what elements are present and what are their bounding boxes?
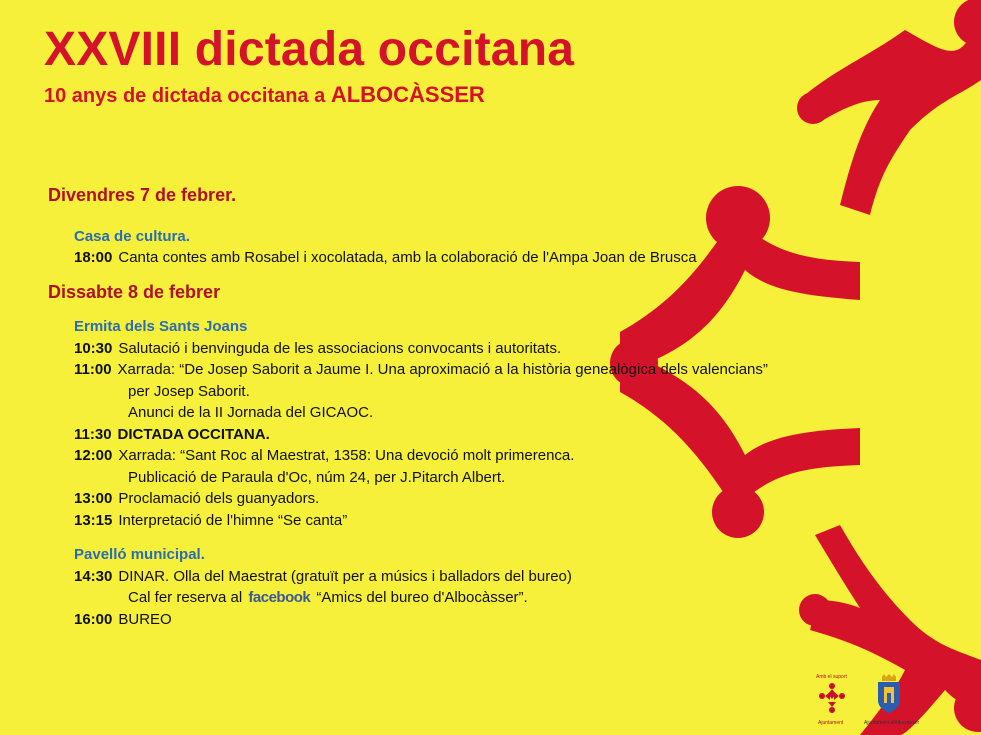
event-1600 [74, 611, 172, 628]
reservation-group: “Amics del bureo d'Albocàsser”. [316, 589, 528, 606]
event-text: Proclamació dels guanyadors. [118, 490, 320, 507]
event-text: DICTADA OCCITANA. [117, 426, 270, 443]
event-text: Salutació i benvinguda de les associacions convocants i autoritats. [118, 340, 562, 357]
venue-ermita: Ermita dels Sants Joans [74, 318, 248, 335]
event-time: 13:15 [74, 512, 113, 529]
venue-pavello: Pavelló municipal. [74, 546, 205, 563]
event-text: Interpretació de l'himne “Se canta” [118, 512, 348, 529]
event-text: Xarrada: “Sant Roc al Maestrat, 1358: Una devoció molt primerenca. [118, 447, 575, 464]
event-friday-1800 [74, 249, 697, 266]
day-heading-saturday: Dissabte 8 de febrer [48, 282, 221, 302]
event-time: 18:00 [74, 249, 113, 266]
event-1430-cont [128, 589, 528, 606]
event-1100-cont-2: Anunci de la II Jornada del GICAOC. [128, 404, 374, 421]
event-time: 16:00 [74, 611, 113, 628]
event-text: DINAR. Olla del Maestrat (gratuït per a músics i balladors del bureo) [118, 568, 572, 585]
venue-casa-cultura: Casa de cultura. [74, 228, 190, 245]
facebook-logo: facebook [248, 589, 311, 606]
cross-top-arm [805, 30, 981, 215]
event-time: 12:00 [74, 447, 113, 464]
logo-right-caption: Ajuntament d'Albocàsser [864, 720, 920, 726]
event-1200 [74, 447, 574, 464]
event-1315 [74, 512, 347, 529]
page-subtitle [44, 82, 485, 108]
event-text: Canta contes amb Rosabel i xocolatada, amb la colaboració de l'Ampa Joan de Brusca [118, 249, 697, 266]
event-1130 [74, 426, 270, 443]
logo-left-caption-bottom: Ajuntament [818, 720, 844, 726]
logo-left-caption-top: Amb el suport [816, 674, 847, 680]
event-time: 11:30 [74, 426, 112, 443]
event-time: 13:00 [74, 490, 113, 507]
event-time: 11:00 [74, 361, 112, 378]
event-1200-cont-1: Publicació de Paraula d'Oc, núm 24, per J.Pitarch Albert. [128, 469, 506, 486]
event-1030 [74, 340, 561, 357]
page-title: XXVIII dictada occitana [44, 23, 575, 76]
event-1100 [74, 361, 768, 378]
occitan-cross-logo-icon [818, 682, 846, 718]
subtitle-prefix: 10 anys de dictada occitana a [44, 85, 326, 107]
coat-of-arms-icon [874, 674, 904, 714]
event-time: 10:30 [74, 340, 113, 357]
event-text: BUREO [118, 611, 172, 628]
event-time: 14:30 [74, 568, 113, 585]
event-text: Xarrada: “De Josep Saborit a Jaume I. Una aproximació a la història genealògica dels valencians” [117, 361, 768, 378]
event-1300 [74, 490, 319, 507]
subtitle-place: ALBOCÀSSER [330, 82, 485, 107]
reservation-prefix: Cal fer reserva al [128, 589, 243, 606]
day-heading-friday: Divendres 7 de febrer. [48, 185, 237, 205]
event-1100-cont-1: per Josep Saborit. [128, 383, 250, 400]
event-1430 [74, 568, 572, 585]
